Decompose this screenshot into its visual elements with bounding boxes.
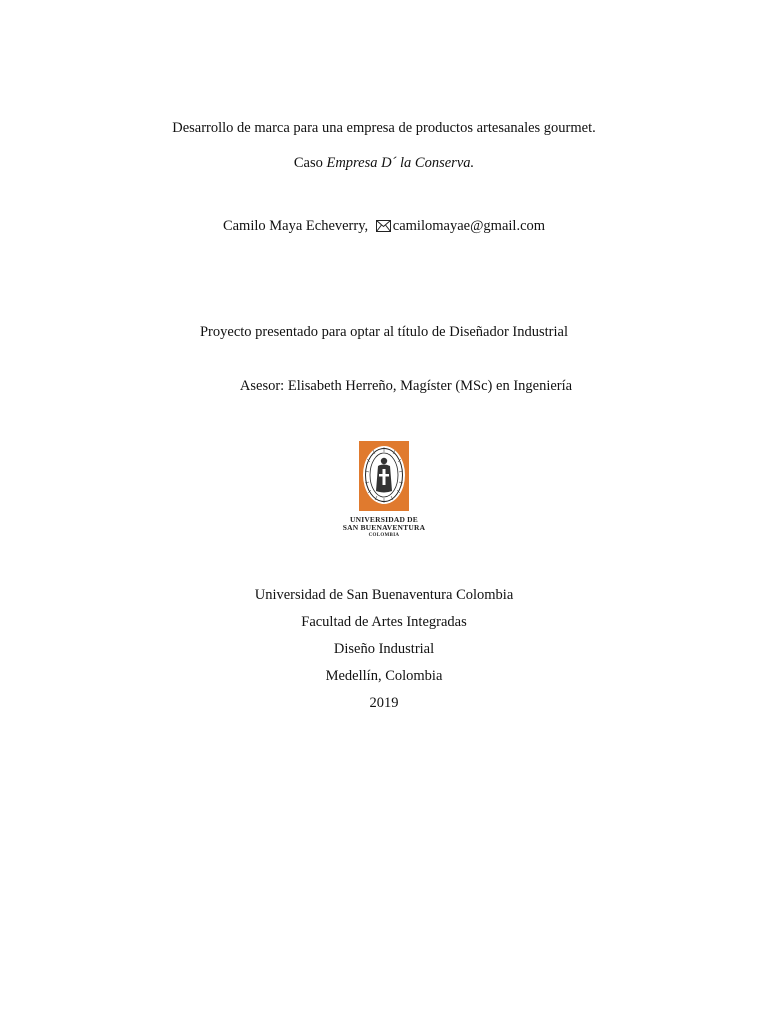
logo-line-3: COLOMBIA [368, 533, 400, 538]
location: Medellín, Colombia [325, 668, 443, 684]
envelope-icon [376, 219, 391, 237]
project-statement: Proyecto presentado para optar al título de Diseñador Industrial [199, 324, 569, 340]
year: 2019 [369, 695, 399, 711]
institution: Universidad de San Buenaventura Colombia [254, 587, 514, 603]
logo-line-2: SAN BUENAVENTURA [342, 523, 426, 532]
author-email: camilomayae@gmail.com [392, 218, 546, 234]
author-line [0, 217, 768, 237]
faculty: Facultad de Artes Integradas [301, 614, 467, 630]
case-name: Empresa D´ la Conserva. [326, 155, 475, 171]
case-line [0, 154, 768, 172]
logo-line-1: UNIVERSIDAD DE [349, 515, 418, 524]
advisor-line: Asesor: Elisabeth Herreño, Magíster (MSc) en Ingeniería [239, 378, 573, 394]
university-seal-icon [359, 441, 409, 511]
author-name: Camilo Maya Echeverry, [222, 218, 369, 234]
document-title: Desarrollo de marca para una empresa de productos artesanales gourmet. [172, 120, 596, 136]
program: Diseño Industrial [333, 641, 435, 657]
case-prefix: Caso [293, 155, 323, 171]
university-logo [0, 441, 768, 539]
